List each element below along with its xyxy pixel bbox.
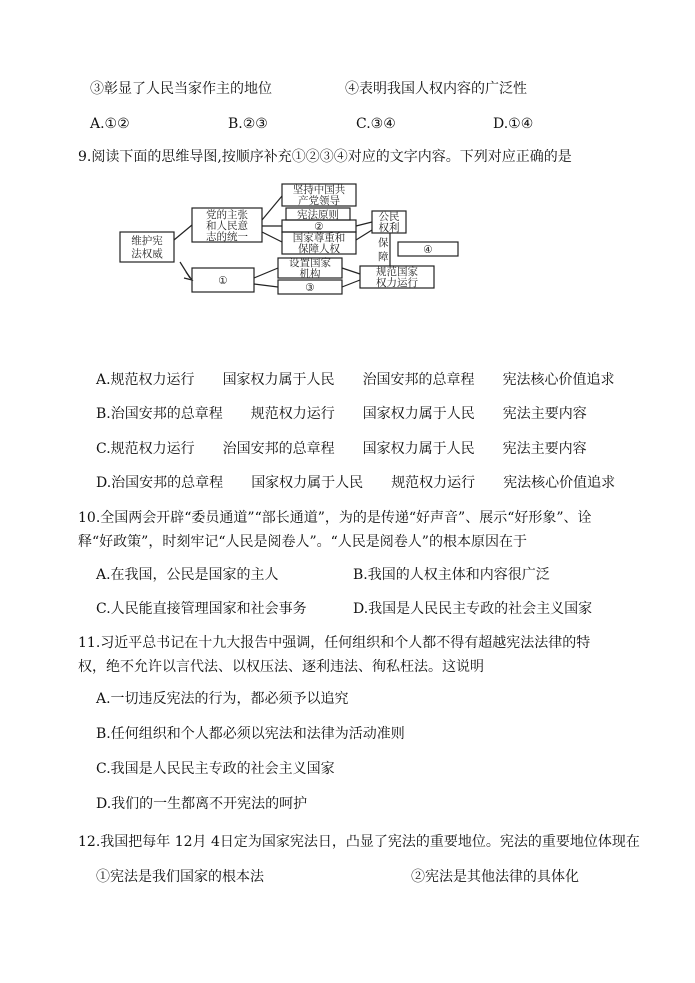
diagram-blank-3: ③ bbox=[305, 282, 315, 294]
q10-option-a: A.在我国，公民是国家的主人 bbox=[96, 567, 279, 583]
diagram-right2-line2: 权力运行 bbox=[376, 277, 418, 289]
q8-choice-d: D.①④ bbox=[493, 116, 534, 132]
diagram-r1-line1: 坚持中国共 bbox=[292, 184, 346, 196]
q11-option-c: C.我国是人民民主专政的社会主义国家 bbox=[96, 761, 335, 777]
q10-option-b: B.我国的人权主体和内容很广泛 bbox=[353, 567, 550, 583]
q11-stem: 11.习近平总书记在十九大报告中强调，任何组织和个人都不得有超越宪法法律的特权，绝不允许以言代法、以权压法、逐利违法、徇私枉法。这说明 bbox=[78, 635, 591, 675]
q8-item-4: ④表明我国人权内容的广泛性 bbox=[345, 81, 527, 97]
diagram-r3-line1: 国家尊重和 bbox=[292, 232, 346, 244]
diagram-blank-1: ① bbox=[218, 275, 228, 287]
q11-option-d: D.我们的一生都离不开宪法的呵护 bbox=[96, 796, 308, 812]
diagram-right2-line1: 规范国家 bbox=[376, 266, 418, 278]
q11-option-b: B.任何组织和个人都必须以宪法和法律为活动准则 bbox=[96, 726, 405, 742]
q12-item-1: ①宪法是我们国家的根本法 bbox=[96, 869, 264, 885]
q8-choice-a: A.①② bbox=[90, 116, 130, 132]
q8-choice-c: C.③④ bbox=[356, 116, 396, 132]
q10-option-d: D.我国是人民民主专政的社会主义国家 bbox=[353, 601, 593, 617]
diagram-r4-line2: 机构 bbox=[299, 268, 321, 280]
q9-option-d: D.治国安邦的总章程 国家权力属于人民 规范权力运行 宪法核心价值追求 bbox=[96, 475, 616, 491]
diagram-mid-line1: 党的主张 bbox=[206, 209, 248, 221]
diagram-blank-2: ② bbox=[314, 221, 324, 233]
diagram-r4-line1: 设置国家 bbox=[289, 257, 331, 269]
q9-option-a: A.规范权力运行 国家权力属于人民 治国安邦的总章程 宪法核心价值追求 bbox=[96, 372, 615, 388]
diagram-root-line1: 维护宪 bbox=[131, 235, 163, 247]
diagram-right1-line2: 权利 bbox=[378, 222, 400, 234]
diagram-mid-line2: 和人民意 bbox=[206, 220, 248, 232]
diagram-protect-2: 障 bbox=[378, 251, 389, 263]
diagram-right1-line1: 公民 bbox=[378, 211, 400, 223]
q10-option-c: C.人民能直接管理国家和社会事务 bbox=[96, 601, 307, 617]
q12-stem: 12.我国把每年 12月 4日定为国家宪法日，凸显了宪法的重要地位。宪法的重要地位体现在 bbox=[78, 834, 640, 850]
q8-item-3: ③彰显了人民当家作主的地位 bbox=[90, 81, 272, 97]
diagram-root-line2: 法权威 bbox=[131, 248, 163, 260]
q9-option-b: B.治国安邦的总章程 规范权力运行 国家权力属于人民 宪法主要内容 bbox=[96, 406, 587, 422]
diagram-protect-1: 保 bbox=[378, 237, 389, 249]
q8-choice-b: B.②③ bbox=[228, 116, 268, 132]
diagram-r3-line2: 保障人权 bbox=[298, 243, 340, 255]
diagram-r1-line2: 产党领导 bbox=[298, 195, 340, 207]
q9-stem: 9.阅读下面的思维导图,按顺序补充①②③④对应的文字内容。下列对应正确的是 bbox=[78, 149, 572, 165]
q11-option-a: A.一切违反宪法的行为，都必须予以追究 bbox=[96, 691, 349, 707]
diagram-mid-line3: 志的统一 bbox=[206, 231, 248, 243]
diagram-principle: 宪法原则 bbox=[297, 209, 339, 221]
q12-item-2: ②宪法是其他法律的具体化 bbox=[411, 869, 579, 885]
diagram-blank-4: ④ bbox=[423, 244, 433, 256]
q9-option-c: C.规范权力运行 治国安邦的总章程 国家权力属于人民 宪法主要内容 bbox=[96, 441, 587, 457]
q10-stem: 10.全国两会开辟“委员通道”“部长通道”，为的是传递“好声音”、展示“好形象”、诠释“好政策”，时刻牢记“人民是阅卷人”。“人民是阅卷人”的根本原因在于 bbox=[78, 510, 592, 550]
